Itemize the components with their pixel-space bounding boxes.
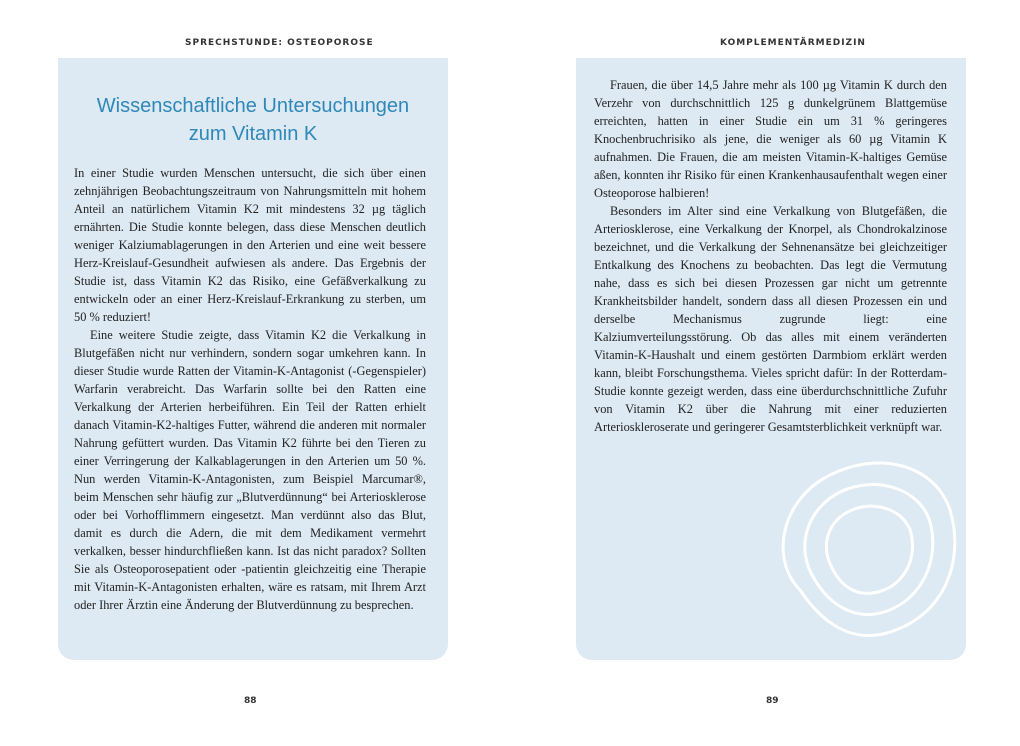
running-head-left: SPRECHSTUNDE: OSTEOPOROSE <box>185 38 374 48</box>
concentric-stone-graphic <box>760 440 960 640</box>
box-body-text <box>74 164 426 614</box>
right-paragraph-1: Frauen, die über 14,5 Jahre mehr als 100 µg Vitamin K durch den Verzehr von durchschnittlich 125 g dunkelgrünem Blattgemüse erreichten, hatten in einer Studie ein um 31 % geringeres Knochenbruchrisiko als jene, die weniger als 60 µg Vitamin K aufnahmen. Die Frauen, die am meisten Vitamin-K-haltiges Gemüse aßen, konnten ihr Risiko für einen Krankenhausaufenthalt wegen einer Osteoporose halbieren! <box>594 78 947 200</box>
box-paragraph-2: Eine weitere Studie zeigte, dass Vitamin K2 die Verkalkung in Blutgefäßen nicht nur verhindern, sondern sogar umkehren kann. In dieser Studie wurde Ratten der Vitamin-K-Antagonist (-Gegenspieler) Warfarin verabreicht. Das Warfarin sollte bei den Ratten eine Verkalkung der Arterien herbeiführen. Ein Teil der Ratten erhielt danach Vitamin-K2-haltiges Futter, während die anderen mit normaler Nahrung gefüttert wurden. Das Vitamin K2 führte bei den Tieren zu einer Verringerung der Kalkablagerungen in den Arterien um 50 %. Nun werden Vitamin-K-Antagonisten, zum Beispiel Marcumar®, beim Menschen sehr häufig zur „Blutverdünnung“ bei Arteriosklerose oder bei Vorhofflimmern eingesetzt. Man verdünnt also das Blut, damit es durch die Adern, die mit dem Medikament vermehrt verkalken, besser hindurchfließen kann. Ist das nicht paradox? Sollten Sie als Osteoporosepatient oder -patientin gleichzeitig eine Therapie mit Vitamin-K-Antagonisten erhalten, wäre es ratsam, mit Ihrem Arzt oder Ihrer Ärztin eine Änderung der Blutverdünnung zu besprechen. <box>74 328 426 612</box>
running-head-right: KOMPLEMENTÄRMEDIZIN <box>720 38 866 48</box>
page-number-right: 89 <box>766 696 779 706</box>
box-title-line-2: zum Vitamin K <box>188 123 318 145</box>
box-title-line-1: Wissenschaftliche Untersuchungen <box>96 95 410 117</box>
box-paragraph-1: In einer Studie wurden Menschen untersucht, die sich über einen zehnjährigen Beobachtungszeitraum von Nahrungsmitteln mit hohem Anteil an natürlichem Vitamin K2 mit mindestens 32 µg täglich ernährten. Die Studie konnte belegen, dass diese Menschen deutlich weniger Kalziumablagerungen in den Arterien und eine weit bessere Herz-Kreislauf-Gesundheit aufwiesen als andere. Das Ergebnis der Studie ist, dass Vitamin K2 das Risiko, eine Gefäßverkalkung zu entwickeln oder an einer Herz-Kreislauf-Erkrankung zu sterben, um 50 % reduziert! <box>74 166 426 324</box>
right-paragraph-2: Besonders im Alter sind eine Verkalkung von Blutgefäßen, die Arteriosklerose, eine Verkalkung der Knorpel, als Chondrokalzinose bezeichnet, und die Verkalkung der Sehnenansätze bei gleichzeitiger Entkalkung des Knochens zu beobachten. Das legt die Vermutung nahe, dass es sich bei diesen Prozessen gar nicht um getrennte Krankheitsbilder handelt, sondern dass all diesen Prozessen ein und derselbe Mechanismus zugrunde liegt: eine Kalziumverteilungsstörung. Ob das alles mit einem veränderten Vitamin-K-Haushalt und einem gestörten Darmbiom erklärt werden kann, bleibt Forschungsthema. Vieles spricht dafür: In der Rotterdam-Studie konnte gezeigt werden, dass eine überdurchschnittliche Zufuhr von Vitamin K2 über die Nahrung mit einer reduzierten Arterioskleroserate und geringerer Gesamtsterblichkeit verknüpft war. <box>594 204 947 434</box>
right-page-body-text <box>594 76 947 436</box>
page-number-left: 88 <box>244 696 257 706</box>
box-title <box>58 92 448 148</box>
